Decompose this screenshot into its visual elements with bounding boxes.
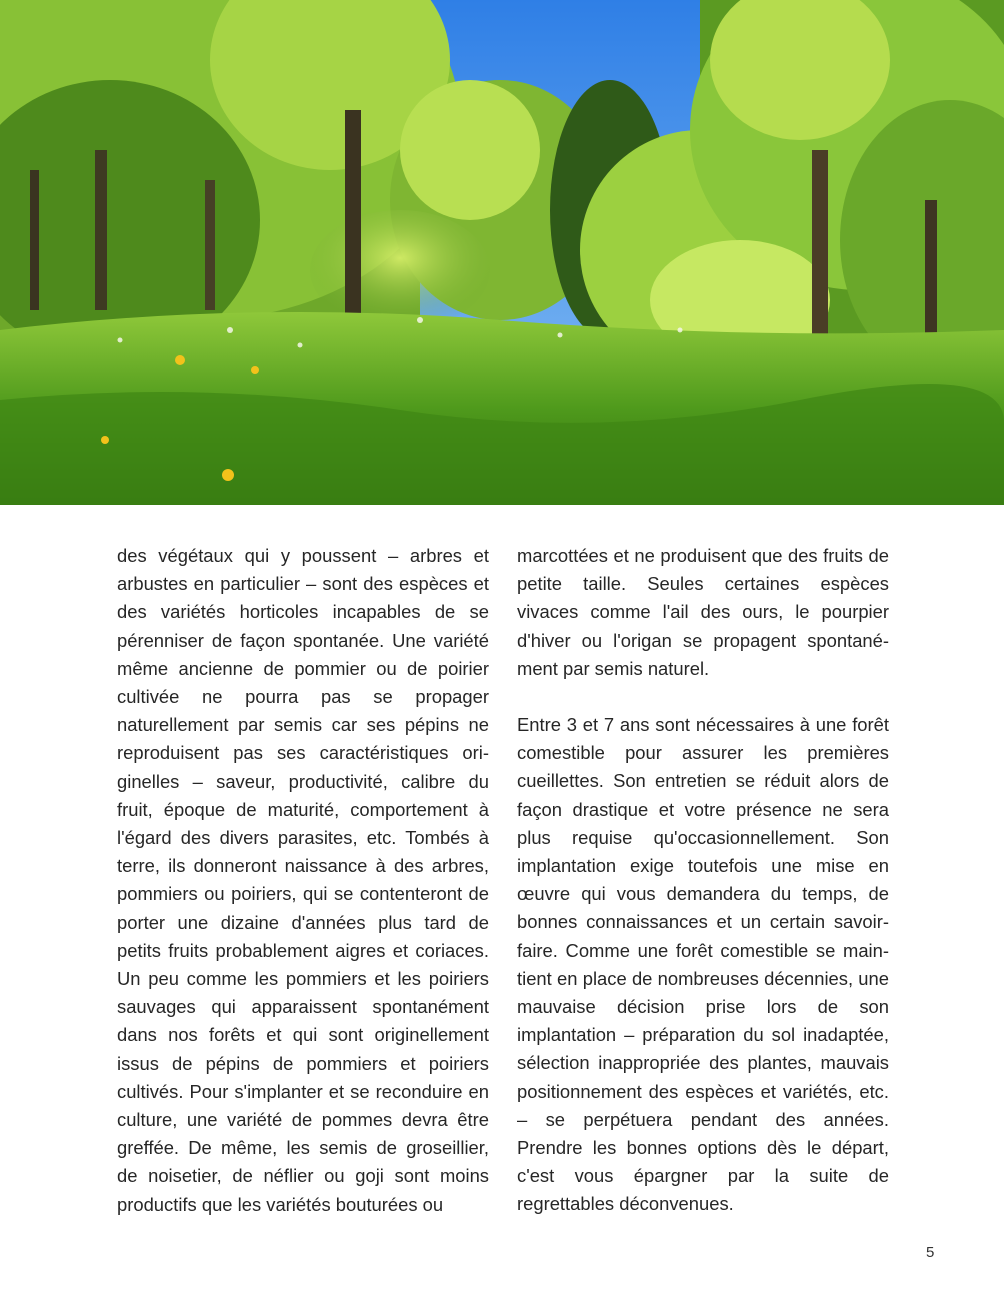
forest-meadow-photo [0,0,1004,505]
paragraph: Entre 3 et 7 ans sont nécessaires à une forêt comestible pour assurer les premières cueillettes. Son entretien se réduit alors de façon drastique et votre présence ne sera plus requise qu'occasionnellement. Son implantation exige toutefois une mise en œuvre qui vous demandera du temps, de bonnes connaissances et un certain savoirfaire. Comme une forêt comestible se maintient en place de nombreuses décennies, une mauvaise décision prise lors de son implantation – préparation du sol inadaptée, sélection inappropriée des plantes, mauvais positionnement des espèces et variétés, etc. – se perpétuera pendant des années. Prendre les bonnes options dès le départ, c'est vous épargner par la suite de regrettables déconvenues. [517,714,889,1215]
page-number: 5 [926,1244,935,1261]
text-column-right [517,542,889,1219]
paragraph: marcottées et ne produisent que des fruits de petite taille. Seules certaines espèces vivaces comme l'ail des ours, le pourpier d'hiver ou l'origan se propagent spontanément par semis naturel. [517,545,889,679]
text-column-left [117,542,489,1219]
paragraph: des végétaux qui y poussent – arbres et arbustes en particulier – sont des espèces et des variétés horticoles incapables de se pérenniser de façon spontanée. Une variété même ancienne de pommier ou de poirier cultivée ne pourra pas se propager naturellement par semis car ses pépins ne reproduisent pas ses caractéristiques originelles – saveur, productivité, calibre du fruit, époque de maturité, comportement à l'égard des divers parasites, etc. Tombés à terre, ils donneront naissance à des arbres, pommiers ou poiriers, qui se contenteront de porter une dizaine d'années plus tard de petits fruits probablement aigres et coriaces. Un peu comme les pommiers et les poiriers sauvages qui apparaissent spontanément dans nos forêts et qui sont originellement issus de pépins de pommiers et poiriers cultivés. Pour s'implanter et se reconduire en culture, une variété de pommes devra être greffée. De même, les semis de groseillier, de noisetier, de néflier ou goji sont moins productifs que les variétés bouturées ou [117,545,489,1215]
